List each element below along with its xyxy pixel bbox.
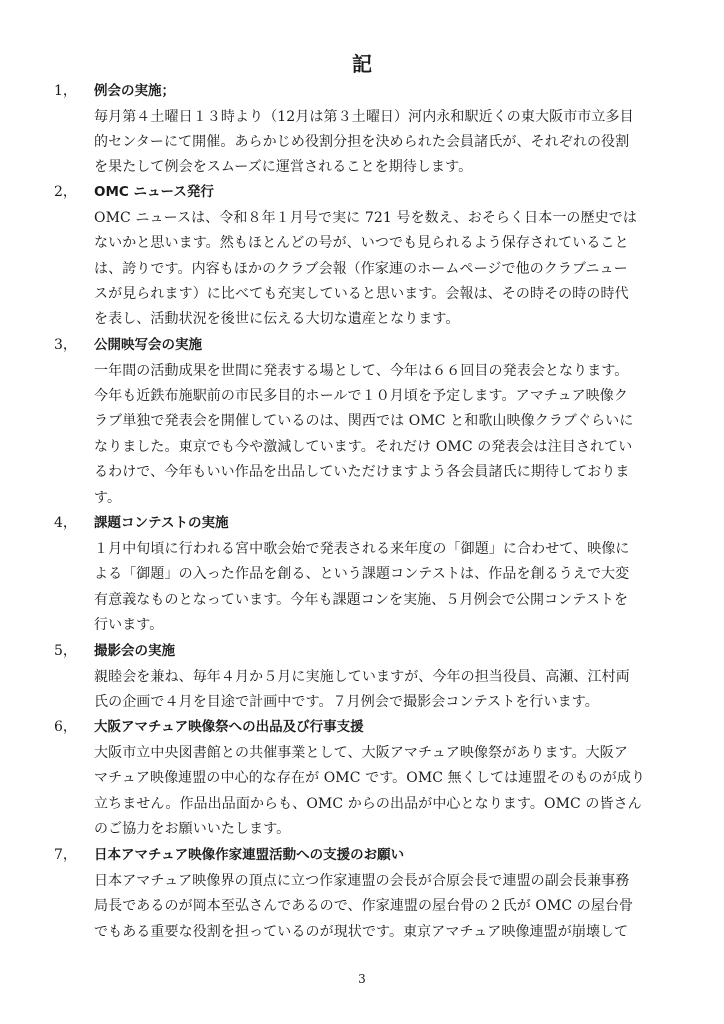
- section-number: 7，: [54, 847, 77, 863]
- section-heading: [54, 181, 214, 203]
- body-line: 氏の企画で４月を目途で計画中です。７月例会で撮影会コンテストを行います。: [94, 694, 599, 710]
- section-heading: [54, 844, 404, 866]
- body-line: なりました。東京でも今や激減しています。それだけ OMC の発表会は注目されてい: [94, 439, 633, 455]
- section-title: 大阪アマチュア映像祭への出品及び行事支援: [94, 719, 364, 735]
- body-line: 局長であるのが岡本至弘さんであるので、作家連盟の屋台骨の２氏が OMC の屋台骨: [94, 898, 634, 914]
- body-line: よる「御題」の入った作品を創る、という課題コンテストは、作品を創るうえで大変: [94, 566, 630, 582]
- section-number: 3，: [54, 337, 77, 353]
- body-line: OMC ニュースは、令和８年１月号で実に 721 号を数え、おそらく日本一の歴史では: [94, 210, 637, 226]
- body-line: 立ちません。作品出品面からも、OMC からの出品が中心となります。OMC の皆さん: [94, 796, 642, 812]
- section-title: 課題コンテストの実施: [94, 515, 229, 531]
- body-line: を果たして例会をスムーズに運営されることを期待します。: [94, 159, 473, 175]
- section-heading: [54, 512, 228, 534]
- body-line: 親睦会を兼ね、毎年４月か５月に実施していますが、今年の担当役員、高瀬、江村両: [94, 669, 630, 685]
- body-line: 大阪市立中央図書館との共催事業として、大阪アマチュア映像祭があります。大阪ア: [94, 745, 628, 761]
- section-title: 公開映写会の実施: [94, 337, 202, 353]
- body-line: 行います。: [94, 617, 164, 633]
- section-title: 日本アマチュア映像作家連盟活動への支援のお願い: [94, 847, 405, 863]
- body-line: 有意義なものとなっています。今年も課題コンを実施、５月例会で公開コンテストを: [94, 592, 629, 608]
- section-number: 1，: [54, 83, 77, 99]
- body-line: でもある重要な役割を担っているのが現状です。東京アマチュア映像連盟が崩壊して: [94, 924, 629, 940]
- body-line: ないかと思います。然もほとんどの号が、いつでも見られるよう保存されていること: [94, 235, 629, 251]
- section-heading: [54, 640, 175, 662]
- section-number: 6，: [54, 719, 77, 735]
- body-line: のご協力をお願いいたします。: [94, 821, 291, 837]
- body-line: 今年も近鉄布施駅前の市民多目的ホールで１０月頃を予定します。アマチュア映像ク: [94, 388, 628, 404]
- page-heading: 記: [352, 52, 372, 76]
- body-line: 毎月第４土曜日１３時より（12月は第３土曜日）河内永和駅近くの東大阪市市立多目: [94, 109, 634, 125]
- body-line: スが見られます）に比べても充実していると思います。会報は、その時その時の時代: [94, 286, 629, 302]
- body-line: 日本アマチュア映像界の頂点に立つ作家連盟の会長が合原会長で連盟の副会長兼事務: [94, 873, 630, 889]
- body-line: マチュア映像連盟の中心的な存在が OMC です。OMC 無くしては連盟そのものが成り: [94, 770, 646, 786]
- body-line: 的センターにて開催。あらかじめ役割分担を決められた会員諸氏が、それぞれの役割: [94, 134, 630, 150]
- page-number: 3: [358, 972, 366, 986]
- section-heading: [54, 334, 202, 356]
- section-heading: [54, 716, 364, 738]
- section-title: 撮影会の実施: [94, 643, 175, 659]
- body-line: を表し、活動状況を後世に伝える大切な遺産となります。: [94, 311, 460, 327]
- body-line: す。: [94, 490, 122, 506]
- section-number: 5，: [54, 643, 77, 659]
- body-line: るわけで、今年もいい作品を出品していただけますよう各会員諸氏に期待しておりま: [94, 464, 630, 480]
- body-line: は、誇りです。内容もほかのクラブ会報（作家連のホームページで他のクラブニュー: [94, 261, 628, 277]
- section-number: 4，: [54, 515, 77, 531]
- section-heading: [54, 80, 175, 102]
- section-title: OMC ニュース発行: [94, 184, 214, 200]
- section-number: 2，: [54, 184, 77, 200]
- section-title: 例会の実施；: [94, 83, 175, 99]
- body-line: ラブ単独で発表会を開催しているのは、関西では OMC と和歌山映像クラブぐらいに: [94, 413, 634, 429]
- body-line: 一年間の活動成果を世間に発表する場として、今年は６６回目の発表会となります。: [94, 363, 629, 379]
- body-line: １月中旬頃に行われる宮中歌会始で発表される来年度の「御題」に合わせて、映像に: [94, 541, 630, 557]
